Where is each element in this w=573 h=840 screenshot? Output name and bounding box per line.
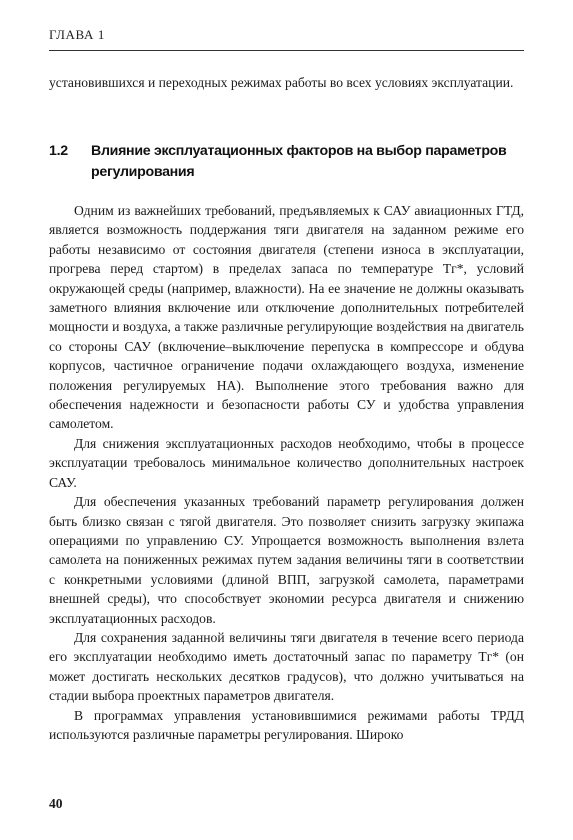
paragraph: Одним из важнейших требований, предъявляемых к САУ авиационных ГТД, является возможность поддержания тяги двигателя на заданном режиме его работы независимо от состояния двигателя (степени износа в эксплуатации, прогрева перед стартом) в пределах запаса по температуре Tг*, условий окружающей среды (например, влажности). На ее значение не должны оказывать заметного влияния включение или отключение дополнительных потребителей мощности и воздуха, а также различные регулирующие воздействия на двигатель со стороны САУ (включение–выключение перепуска в компрессоре и обдува корпусов, частичное ограничение подачи охлаждающего воздуха, изменение положения регулируемых НА). Выполнение этого требования важно для обеспечения надежности и безопасности работы СУ и удобства управления самолетом. bbox=[49, 203, 524, 432]
page-number: 40 bbox=[49, 796, 63, 811]
paragraph: Для сохранения заданной величины тяги двигателя в течение всего периода его эксплуатации необходимо иметь достаточный запас по параметру Tг* (он может достигать нескольких десятков градусов), что должно учитываться на стадии выбора проектных параметров двигателя. bbox=[49, 629, 524, 704]
paragraph: В программах управления установившимися режимами работы ТРДД используются различные параметры регулирования. Широко bbox=[49, 707, 524, 742]
header-rule bbox=[49, 50, 524, 51]
section-number: 1.2 bbox=[49, 143, 68, 159]
paragraph: установившихся и переходных режимах работы во всех условиях эксплуатации. bbox=[49, 75, 514, 90]
body-text bbox=[49, 201, 524, 744]
section-title: Влияние эксплуатационных факторов на выбор параметров регулирования bbox=[91, 143, 507, 180]
paragraph: Для обеспечения указанных требований параметр регулирования должен быть близко связан с тягой двигателя. Это позволяет снизить загрузку экипажа операциями по управлению СУ. Упрощается возможность выполнения взлета самолета на пониженных режимах путем задания величины тяги в соответствии с конкретными условиями (длиной ВПП, загрузкой самолета, параметрами внешней среды), что способствует экономии ресурса двигателя и снижению эксплуатационных расходов. bbox=[49, 494, 524, 626]
section-heading bbox=[49, 141, 529, 183]
intro-continuation bbox=[49, 73, 524, 92]
paragraph: Для снижения эксплуатационных расходов необходимо, чтобы в процессе эксплуатации требовалось минимальное количество дополнительных настроек САУ. bbox=[49, 435, 524, 490]
running-head: ГЛАВА 1 bbox=[49, 27, 105, 42]
